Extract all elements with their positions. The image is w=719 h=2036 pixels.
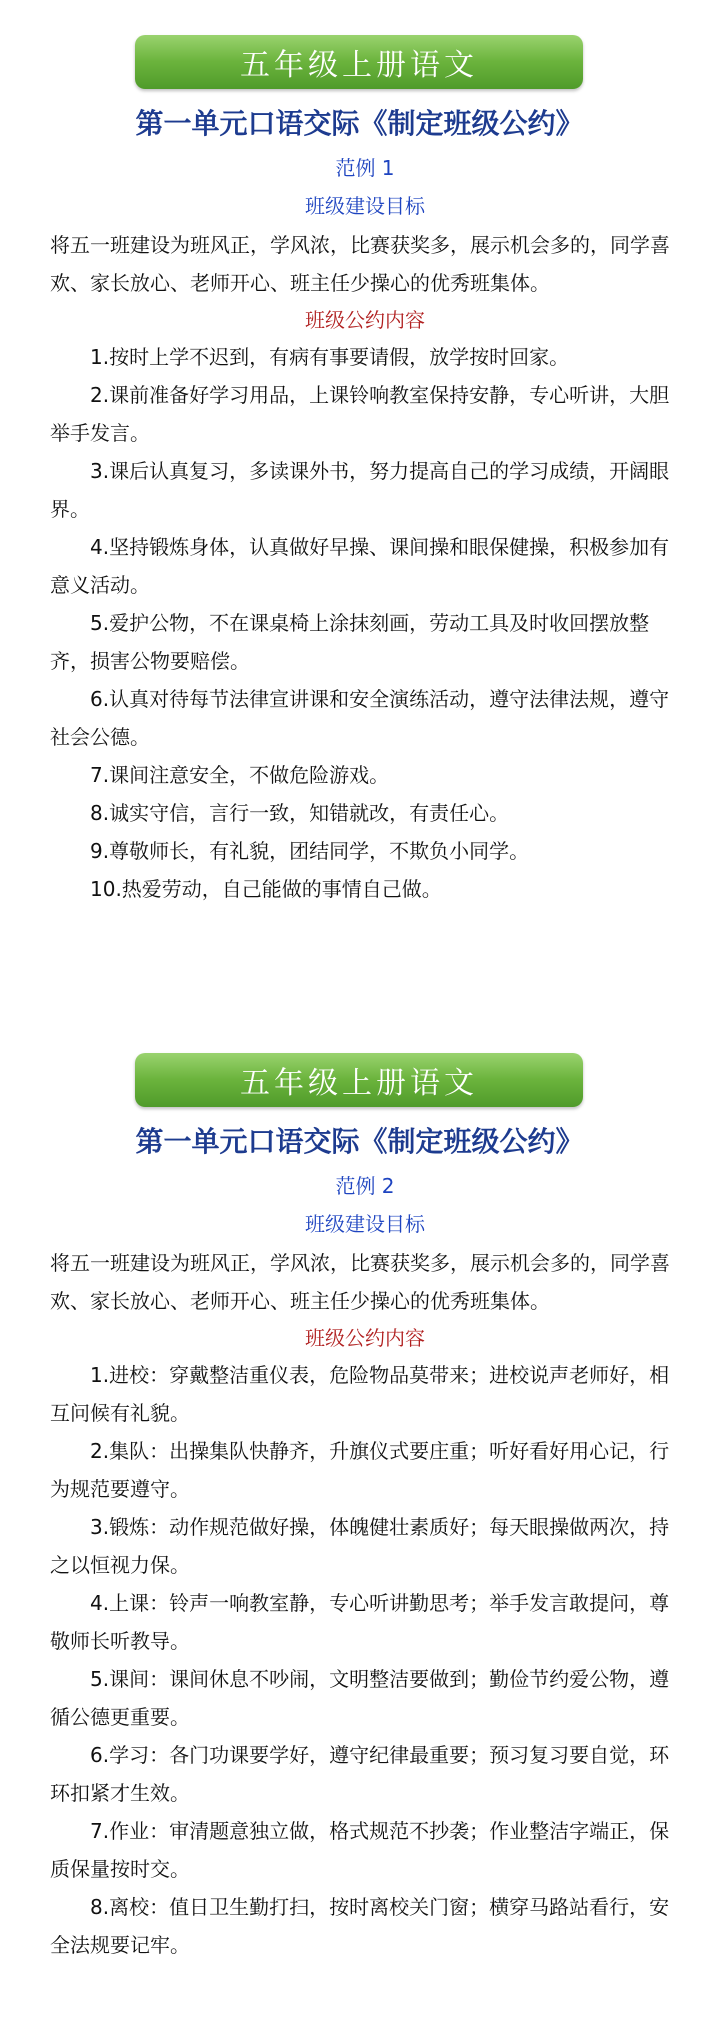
rules-heading: 班级公约内容 — [305, 308, 425, 332]
rule-item: 5.课间：课间休息不吵闹，文明整洁要做到；勤俭节约爱公物，遵循公德更重要。 — [50, 1667, 670, 1729]
rule-item: 3.锻炼：动作规范做好操，体魄健壮素质好；每天眼操做两次，持之以恒视力保。 — [50, 1515, 670, 1577]
rule-item: 6.认真对待每节法律宣讲课和安全演练活动，遵守法律法规，遵守社会公德。 — [50, 687, 670, 749]
content — [50, 1168, 680, 1964]
rule-item: 2.课前准备好学习用品，上课铃响教室保持安静，专心听讲，大胆举手发言。 — [50, 383, 670, 445]
rule-item: 1.进校：穿戴整洁重仪表，危险物品莫带来；进校说声老师好，相互问候有礼貌。 — [50, 1363, 670, 1425]
content — [50, 150, 680, 908]
rule-item: 9.尊敬师长，有礼貌，团结同学，不欺负小同学。 — [90, 839, 530, 863]
rule-item: 7.作业：审清题意独立做，格式规范不抄袭；作业整洁字端正，保质保量按时交。 — [50, 1819, 670, 1881]
goal-text: 将五一班建设为班风正，学风浓，比赛获奖多，展示机会多的，同学喜欢、家长放心、老师开心、班主任少操心的优秀班集体。 — [50, 1251, 670, 1313]
example-label: 范例 2 — [335, 1174, 395, 1198]
rule-item: 8.诚实守信，言行一致，知错就改，有责任心。 — [90, 801, 510, 825]
banner: 五年级上册语文 — [135, 1053, 583, 1107]
goal-heading: 班级建设目标 — [305, 1212, 425, 1236]
rule-item: 8.离校：值日卫生勤打扫，按时离校关门窗；横穿马路站看行，安全法规要记牢。 — [50, 1895, 670, 1957]
rule-item: 1.按时上学不迟到，有病有事要请假，放学按时回家。 — [90, 345, 570, 369]
example-label: 范例 1 — [335, 156, 395, 180]
rule-item: 3.课后认真复习，多读课外书，努力提高自己的学习成绩，开阔眼界。 — [50, 459, 670, 521]
banner: 五年级上册语文 — [135, 35, 583, 89]
rule-item: 7.课间注意安全，不做危险游戏。 — [90, 763, 390, 787]
rules-heading: 班级公约内容 — [305, 1326, 425, 1350]
goal-text: 将五一班建设为班风正，学风浓，比赛获奖多，展示机会多的，同学喜欢、家长放心、老师开心、班主任少操心的优秀班集体。 — [50, 233, 670, 295]
rule-item: 5.爱护公物，不在课桌椅上涂抹刻画，劳动工具及时收回摆放整齐，损害公物要赔偿。 — [50, 611, 650, 673]
rule-item: 6.学习：各门功课要学好，遵守纪律最重要；预习复习要自觉，环环扣紧才生效。 — [50, 1743, 670, 1805]
rule-item: 10.热爱劳动，自己能做的事情自己做。 — [90, 877, 442, 901]
rule-item: 4.坚持锻炼身体，认真做好早操、课间操和眼保健操，积极参加有意义活动。 — [50, 535, 670, 597]
rule-item: 4.上课：铃声一响教室静，专心听讲勤思考；举手发言敢提问，尊敬师长听教导。 — [50, 1591, 670, 1653]
page-title: 第一单元口语交际《制定班级公约》 — [135, 107, 584, 140]
rule-item: 2.集队：出操集队快静齐，升旗仪式要庄重；听好看好用心记，行为规范要遵守。 — [50, 1439, 670, 1501]
page-title: 第一单元口语交际《制定班级公约》 — [135, 1125, 584, 1158]
goal-heading: 班级建设目标 — [305, 194, 425, 218]
example-section-2 — [0, 1018, 719, 2036]
